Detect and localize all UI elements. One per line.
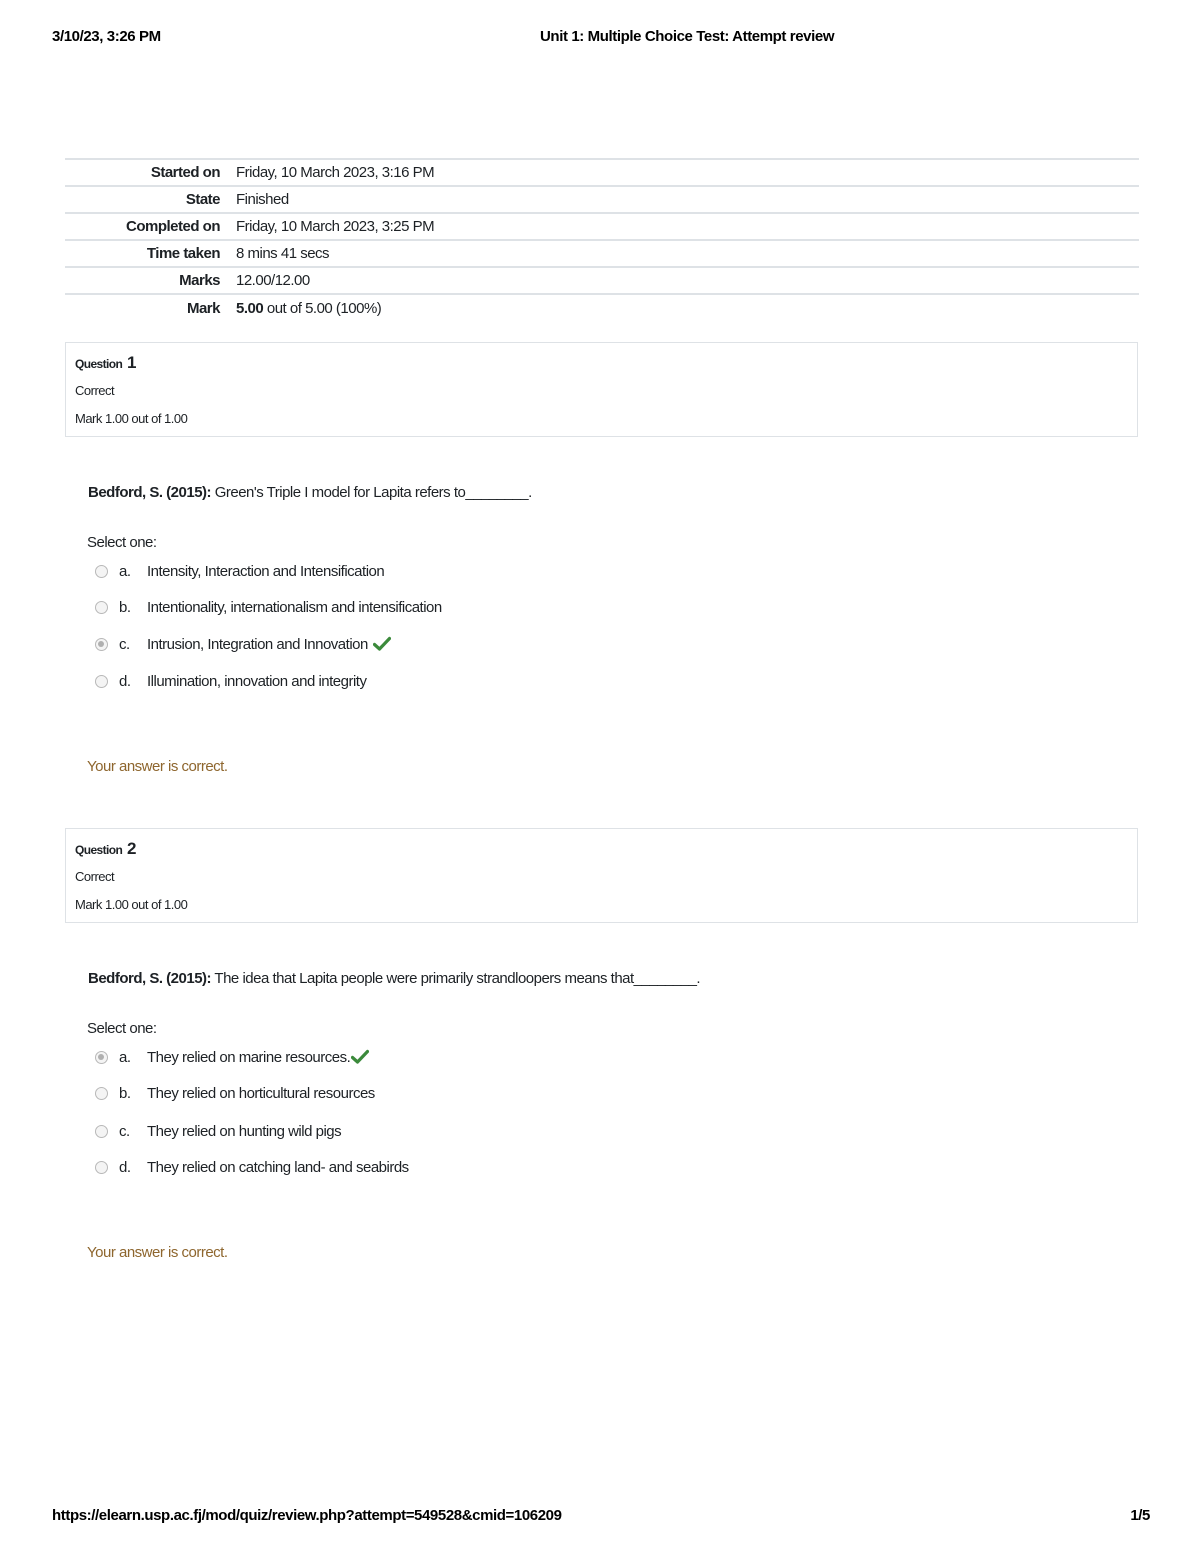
- answer-option-b[interactable]: [95, 1082, 375, 1104]
- radio-button[interactable]: [95, 1087, 108, 1100]
- option-letter: a.: [119, 1048, 131, 1066]
- summary-row: [65, 294, 1139, 321]
- summary-label: Completed on: [126, 218, 220, 235]
- option-text: Intentionality, internationalism and intensification: [147, 598, 442, 616]
- radio-button[interactable]: [95, 675, 108, 688]
- print-footer: [52, 1507, 1150, 1527]
- radio-button[interactable]: [95, 1125, 108, 1138]
- question-state: Correct: [75, 869, 115, 884]
- question-info-1: [65, 342, 1138, 437]
- option-letter: a.: [119, 562, 131, 580]
- summary-label: Marks: [179, 272, 220, 289]
- check-icon: [351, 1049, 369, 1065]
- summary-row: [65, 213, 1139, 240]
- summary-value: 8 mins 41 secs: [236, 245, 330, 262]
- option-text: They relied on catching land- and seabirds: [147, 1158, 409, 1176]
- question-label: Question: [75, 357, 123, 371]
- option-text: Illumination, innovation and integrity: [147, 672, 367, 690]
- summary-label: Mark: [186, 299, 220, 317]
- answer-option-a[interactable]: [95, 1046, 369, 1068]
- question-grade: Mark 1.00 out of 1.00: [75, 411, 188, 426]
- answer-option-c[interactable]: [95, 1120, 341, 1142]
- radio-button[interactable]: [95, 601, 108, 614]
- question-number: [75, 353, 136, 373]
- summary-value-rest: out of 5.00 (100%): [263, 299, 382, 317]
- option-text: They relied on hunting wild pigs: [147, 1122, 342, 1140]
- summary-value: [236, 294, 1139, 321]
- option-text: They relied on horticultural resources: [147, 1084, 375, 1102]
- question-source: Bedford, S. (2015):: [88, 484, 212, 501]
- radio-button[interactable]: [95, 565, 108, 578]
- select-one-prompt: Select one:: [87, 534, 157, 551]
- summary-value: Friday, 10 March 2023, 3:16 PM: [236, 164, 435, 181]
- question-source: Bedford, S. (2015):: [88, 970, 212, 987]
- question-number-value: 2: [126, 839, 137, 858]
- answer-option-a[interactable]: [95, 560, 384, 582]
- select-one-prompt: Select one:: [87, 1020, 157, 1037]
- radio-button[interactable]: [95, 1161, 108, 1174]
- attempt-summary-table: [65, 158, 1139, 321]
- question-text-2: [88, 970, 700, 987]
- check-icon: [373, 636, 391, 652]
- answer-option-d[interactable]: [95, 1156, 409, 1178]
- question-body: The idea that Lapita people were primarily strandloopers means that________.: [211, 970, 701, 987]
- question-text-1: [88, 484, 532, 501]
- summary-label: Time taken: [146, 245, 220, 262]
- question-number-value: 1: [126, 353, 137, 372]
- summary-row: [65, 240, 1139, 267]
- radio-button-selected[interactable]: [95, 638, 108, 651]
- option-letter: b.: [119, 598, 131, 616]
- answer-option-c[interactable]: [95, 633, 391, 655]
- summary-value: Friday, 10 March 2023, 3:25 PM: [236, 218, 435, 235]
- question-state: Correct: [75, 383, 115, 398]
- option-text: Intensity, Interaction and Intensification: [147, 562, 385, 580]
- page-number: 1/5: [1130, 1507, 1150, 1524]
- question-body: Green's Triple I model for Lapita refers to________.: [211, 484, 532, 501]
- option-text: They relied on marine resources.: [147, 1048, 351, 1066]
- feedback-correct: Your answer is correct.: [87, 758, 228, 775]
- question-info-2: [65, 828, 1138, 923]
- option-letter: d.: [119, 1158, 131, 1176]
- page-title: Unit 1: Multiple Choice Test: Attempt review: [540, 28, 835, 45]
- option-letter: b.: [119, 1084, 131, 1102]
- option-text: Intrusion, Integration and Innovation: [147, 635, 368, 653]
- print-date: 3/10/23, 3:26 PM: [52, 28, 161, 45]
- option-letter: d.: [119, 672, 131, 690]
- feedback-correct: Your answer is correct.: [87, 1244, 228, 1261]
- answer-option-b[interactable]: [95, 596, 442, 618]
- summary-value: 12.00/12.00: [236, 272, 310, 289]
- option-letter: c.: [119, 635, 130, 653]
- radio-button-selected[interactable]: [95, 1051, 108, 1064]
- summary-label: State: [185, 191, 220, 208]
- summary-row: [65, 159, 1139, 186]
- page-url: https://elearn.usp.ac.fj/mod/quiz/review.php?attempt=549528&cmid=106209: [52, 1507, 562, 1524]
- summary-label: Started on: [150, 164, 220, 181]
- answer-option-d[interactable]: [95, 670, 366, 692]
- summary-value-bold: 5.00: [236, 299, 264, 317]
- question-number: [75, 839, 136, 859]
- summary-row: [65, 267, 1139, 294]
- summary-row: [65, 186, 1139, 213]
- option-letter: c.: [119, 1122, 130, 1140]
- summary-value: Finished: [236, 191, 289, 208]
- question-grade: Mark 1.00 out of 1.00: [75, 897, 188, 912]
- print-header: [52, 28, 1148, 48]
- question-label: Question: [75, 843, 123, 857]
